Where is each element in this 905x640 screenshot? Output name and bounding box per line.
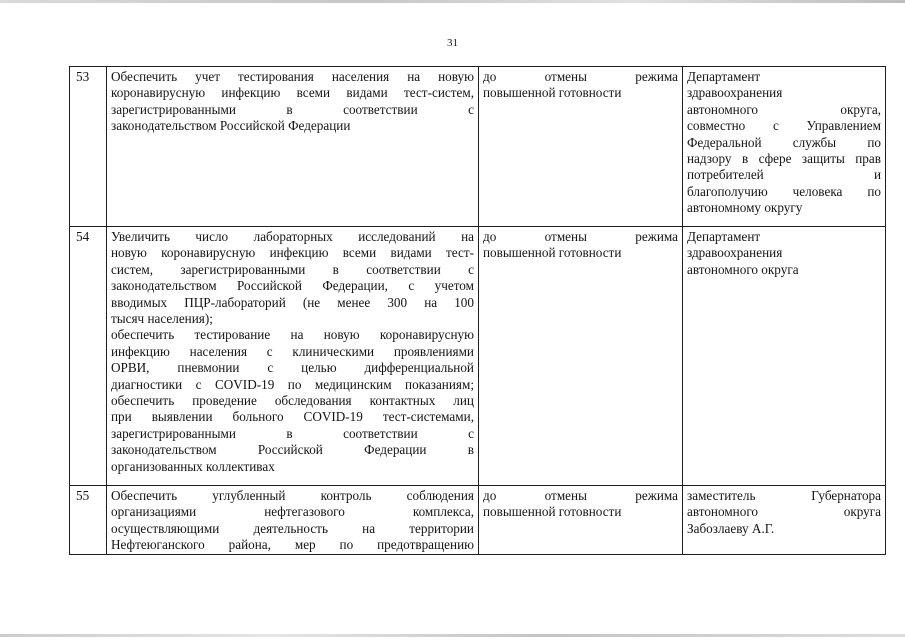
- measure-line: диагностики с COVID-19 по медицинским показаниям;: [111, 376, 474, 392]
- measure-cell: [107, 67, 479, 227]
- measure-line: Обеспечить учет тестирования населения на новую: [111, 69, 474, 84]
- responsible-cell: [683, 67, 886, 227]
- deadline-line: до отмены режима: [483, 488, 678, 503]
- responsible-line: Забозлаеву А.Г.: [687, 520, 775, 536]
- measure-line: зарегистрированными в соответствии с: [111, 425, 474, 441]
- responsible-line: заместитель Губернатора: [687, 488, 881, 503]
- responsible-cell: [683, 486, 886, 555]
- responsible-line: автономному округу: [687, 200, 803, 216]
- table-row: [70, 67, 886, 227]
- measure-line: законодательством Российской Федерации: [111, 118, 351, 134]
- measure-line: осуществляющими деятельность на территории: [111, 520, 474, 536]
- deadline-cell: [479, 486, 683, 555]
- deadline-cell: [479, 67, 683, 227]
- measure-line: Увеличить число лабораторных исследований на: [111, 229, 474, 244]
- measure-line: вводимых ПЦР-лабораторий (не менее 300 на 100: [111, 294, 474, 310]
- table-row: [70, 227, 886, 486]
- responsible-line: автономного округа: [687, 261, 799, 277]
- row-number: 54: [70, 227, 107, 486]
- measure-line: обеспечить тестирование на новую коронавирусную: [111, 327, 474, 343]
- measure-line: зарегистрированными в соответствии с: [111, 101, 474, 117]
- responsible-line: автономного округа,: [687, 101, 881, 117]
- deadline-line: до отмены режима: [483, 69, 678, 84]
- responsible-line: Департамент: [687, 69, 761, 84]
- deadline-cell: [479, 227, 683, 486]
- page-number: 31: [447, 37, 458, 49]
- measure-line: систем, зарегистрированными в соответствии с: [111, 261, 474, 277]
- measure-line: инфекцию населения с клиническими проявлениями: [111, 343, 474, 359]
- row-number: 55: [70, 486, 107, 555]
- responsible-line: автономного округа: [687, 504, 881, 520]
- deadline-line: повышенной готовности: [483, 245, 622, 261]
- scan-edge-bottom: [0, 634, 905, 637]
- row-number: 53: [70, 67, 107, 227]
- measure-line: Нефтеюганского района, мер по предотвращению: [111, 537, 474, 553]
- measure-line: при выявлении больного COVID-19 тест-системами,: [111, 409, 474, 425]
- measure-line: организованных коллективах: [111, 458, 275, 474]
- responsible-line: потребителей и: [687, 167, 881, 183]
- deadline-line: повышенной готовности: [483, 504, 622, 520]
- table-row: [70, 486, 886, 555]
- measure-line: законодательством Российской Федерации, с учетом: [111, 278, 474, 294]
- measure-line: ОРВИ, пневмонии с целью дифференциальной: [111, 360, 474, 376]
- measure-cell: [107, 486, 479, 555]
- measure-line: новую коронавирусную инфекцию всеми видами тест-: [111, 245, 474, 261]
- measure-line: Обеспечить углубленный контроль соблюдения: [111, 488, 474, 503]
- measure-line: законодательством Российской Федерации в: [111, 442, 474, 458]
- responsible-line: Федеральной службы по: [687, 134, 881, 150]
- responsible-line: здравоохранения: [687, 245, 783, 261]
- responsible-line: здравоохранения: [687, 85, 783, 101]
- deadline-line: до отмены режима: [483, 229, 678, 244]
- responsible-cell: [683, 227, 886, 486]
- measure-line: коронавирусную инфекцию всеми видами тест-систем,: [111, 85, 474, 101]
- measure-line: тысяч населения);: [111, 311, 213, 327]
- deadline-line: повышенной готовности: [483, 85, 622, 101]
- responsible-line: Департамент: [687, 229, 761, 244]
- scan-edge-top: [0, 0, 905, 3]
- responsible-line: надзору в сфере защиты прав: [687, 151, 881, 167]
- measures-table: [69, 66, 886, 555]
- measure-cell: [107, 227, 479, 486]
- responsible-line: благополучию человека по: [687, 183, 881, 199]
- measure-line: организациями нефтегазового комплекса,: [111, 504, 474, 520]
- responsible-line: совместно с Управлением: [687, 118, 881, 134]
- measure-line: обеспечить проведение обследования контактных лиц: [111, 393, 474, 409]
